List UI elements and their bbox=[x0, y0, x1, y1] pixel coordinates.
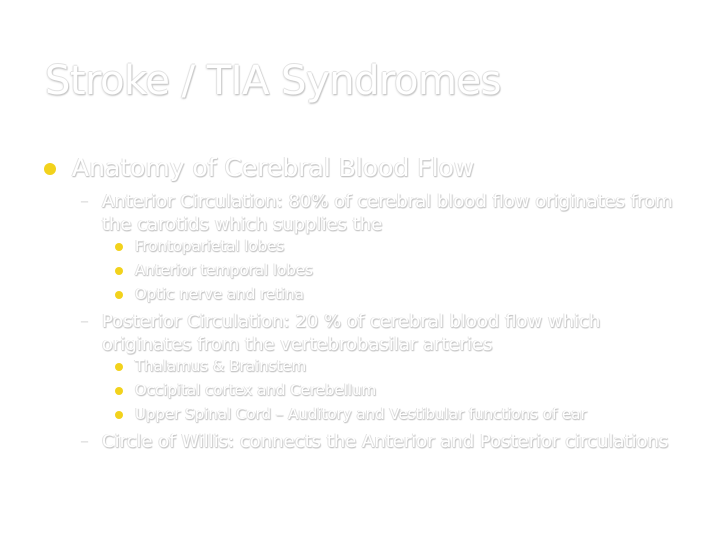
bullet-dot-icon bbox=[115, 387, 123, 395]
subitem-posterior bbox=[80, 310, 680, 356]
bullet-dot-icon bbox=[115, 267, 123, 275]
willis-text: Circle of Willis: connects the Anterior and Posterior circulations bbox=[102, 431, 669, 452]
bullet-dot-icon bbox=[115, 411, 123, 419]
posterior-text: Posterior Circulation: 20 % of cerebral blood flow which originates from the vertebrobasilar arteries bbox=[102, 311, 601, 355]
anterior-text: Anterior Circulation: 80% of cerebral blood flow originates from the carotids which supplies the bbox=[102, 191, 673, 235]
bullet-dot-icon bbox=[44, 163, 56, 175]
dash-icon: – bbox=[80, 311, 89, 332]
bullet-dot-icon bbox=[115, 363, 123, 371]
dash-icon: – bbox=[80, 431, 89, 452]
subitem-willis bbox=[80, 430, 680, 453]
heading-anatomy: Anatomy of Cerebral Blood Flow bbox=[72, 153, 475, 182]
bullet-dot-icon bbox=[115, 243, 123, 251]
posterior-item-label: Thalamus & Brainstem bbox=[135, 357, 307, 375]
anterior-item-label: Frontoparietal lobes bbox=[135, 237, 285, 255]
anterior-item-label: Optic nerve and retina bbox=[135, 285, 304, 303]
anterior-item-label: Anterior temporal lobes bbox=[135, 261, 313, 279]
slide-title: Stroke / TIA Syndromes bbox=[45, 58, 501, 104]
posterior-item-label: Occipital cortex and Cerebellum bbox=[135, 381, 377, 399]
subitem-anterior bbox=[80, 190, 680, 236]
posterior-item-label: Upper Spinal Cord – Auditory and Vestibular functions of ear bbox=[135, 405, 587, 423]
dash-icon: – bbox=[80, 191, 89, 212]
bullet-dot-icon bbox=[115, 291, 123, 299]
